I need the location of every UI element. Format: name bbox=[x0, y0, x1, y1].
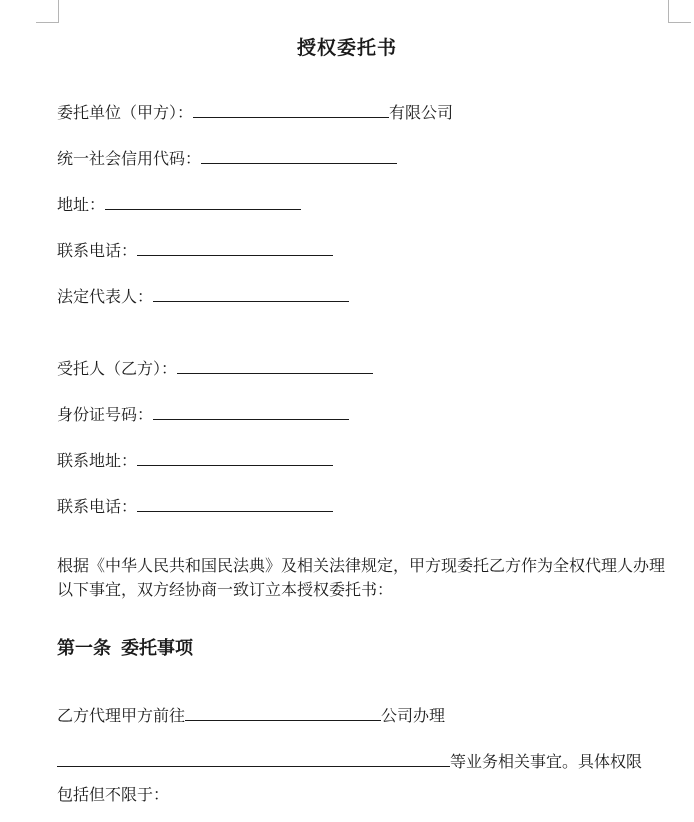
document-title: 授权委托书 bbox=[296, 37, 397, 59]
party-a-credit-code-label: 统一社会信用代码： bbox=[57, 149, 202, 168]
party-a-unit-label: 委托单位（甲方）： bbox=[57, 103, 194, 122]
article-1-line-2 bbox=[57, 749, 642, 774]
party-b-agent-label: 受托人（乙方）： bbox=[57, 359, 178, 378]
party-b-agent-line bbox=[57, 356, 373, 381]
party-b-phone-label: 联系电话： bbox=[57, 497, 138, 516]
party-a-address-label: 地址： bbox=[57, 195, 106, 214]
party-b-phone-line bbox=[57, 494, 333, 519]
party-a-address-line bbox=[57, 192, 301, 217]
article-1-line-1-suffix: 公司办理 bbox=[381, 706, 446, 725]
party-a-unit-line bbox=[57, 100, 453, 125]
party-a-phone-label: 联系电话： bbox=[57, 241, 138, 260]
party-b-address-label: 联系地址： bbox=[57, 451, 138, 470]
article-1-title: 委托事项 bbox=[121, 638, 193, 659]
article-1-line-1-prefix: 乙方代理甲方前往 bbox=[57, 706, 186, 725]
party-a-credit-code-blank[interactable] bbox=[201, 146, 397, 164]
party-b-agent-blank[interactable] bbox=[177, 356, 373, 374]
page-corner-mark-top-right bbox=[668, 0, 691, 23]
party-b-id-line bbox=[57, 402, 349, 427]
party-a-phone-blank[interactable] bbox=[137, 238, 333, 256]
party-b-id-label: 身份证号码： bbox=[57, 405, 154, 424]
party-b-id-blank[interactable] bbox=[153, 402, 349, 420]
party-a-legal-rep-label: 法定代表人： bbox=[57, 287, 154, 306]
article-1-heading bbox=[57, 636, 193, 662]
business-matters-blank[interactable] bbox=[57, 749, 450, 767]
party-a-unit-blank[interactable] bbox=[193, 100, 389, 118]
party-a-legal-rep-blank[interactable] bbox=[153, 284, 349, 302]
intro-paragraph: 根据《中华人民共和国民法典》及相关法律规定，甲方现委托乙方作为全权代理人办理以下事宜，双方经协商一致订立本授权委托书： bbox=[57, 556, 666, 599]
article-1-line-3: 包括但不限于： bbox=[57, 785, 170, 804]
article-1-line-2-suffix: 等业务相关事宜。具体权限 bbox=[450, 752, 643, 771]
party-a-legal-rep-line bbox=[57, 284, 349, 309]
party-a-address-blank[interactable] bbox=[105, 192, 301, 210]
party-b-phone-blank[interactable] bbox=[137, 494, 333, 512]
page-corner-mark-top-left bbox=[36, 0, 59, 23]
party-b-address-line bbox=[57, 448, 333, 473]
article-1-line-1 bbox=[57, 703, 445, 728]
party-a-phone-line bbox=[57, 238, 333, 263]
party-a-credit-code-line bbox=[57, 146, 397, 171]
party-a-unit-suffix: 有限公司 bbox=[389, 103, 454, 122]
company-name-blank[interactable] bbox=[185, 703, 381, 721]
party-b-address-blank[interactable] bbox=[137, 448, 333, 466]
article-1-number: 第一条 bbox=[57, 638, 111, 659]
